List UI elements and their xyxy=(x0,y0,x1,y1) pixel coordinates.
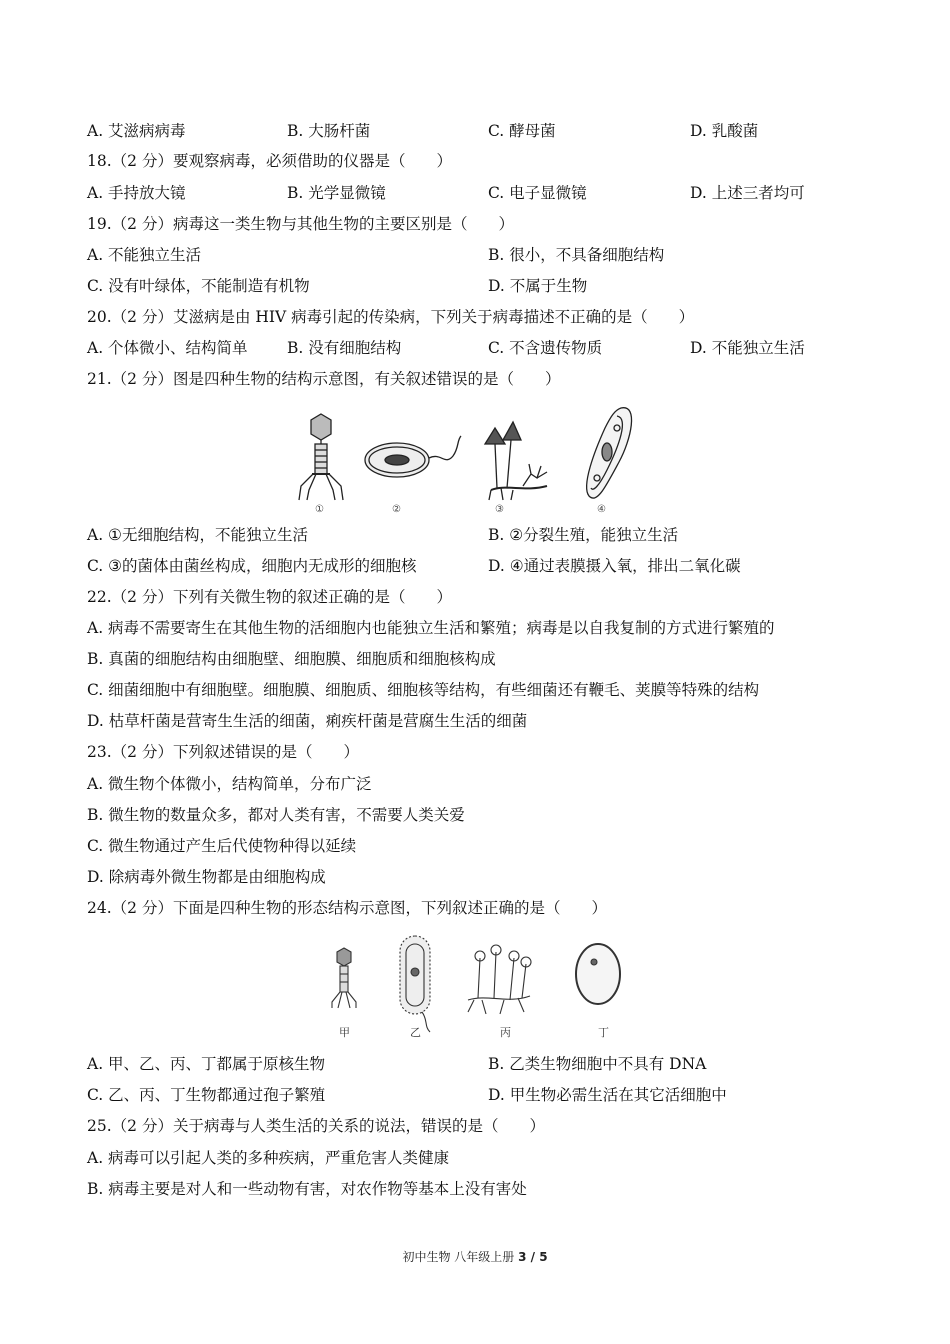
page-footer xyxy=(0,1248,950,1265)
q21-label-3: ③ xyxy=(495,504,504,515)
q18-option-d: D. 上述三者均可 xyxy=(690,184,805,202)
q21-option-c: C. ③的菌体由菌丝构成，细胞内无成形的细胞核 xyxy=(87,557,417,575)
q21-label-4: ④ xyxy=(597,504,606,515)
q24-label-bing: 丙 xyxy=(500,1026,511,1039)
q17-option-c: C. 酵母菌 xyxy=(488,122,556,140)
q24-figure xyxy=(318,928,638,1044)
q19-option-b: B. 很小，不具备细胞结构 xyxy=(488,246,665,264)
bacterium-drawing xyxy=(365,436,461,477)
q23-option-a: A. 微生物个体微小，结构简单，分布广泛 xyxy=(87,775,372,793)
q24-stem: 24.（2 分）下面是四种生物的形态结构示意图，下列叙述正确的是（ ） xyxy=(87,899,607,917)
page-number: 3 / 5 xyxy=(518,1250,548,1264)
q24-option-d: D. 甲生物必需生活在其它活细胞中 xyxy=(488,1086,727,1104)
q21-label-1: ① xyxy=(315,504,324,515)
q20-option-c: C. 不含遗传物质 xyxy=(488,339,603,357)
q21-option-d: D. ④通过表膜摄入氧，排出二氧化碳 xyxy=(488,557,741,575)
bacterium-drawing-yi xyxy=(400,936,430,1032)
q18-option-b: B. 光学显微镜 xyxy=(287,184,386,202)
q24-option-c: C. 乙、丙、丁生物都通过孢子繁殖 xyxy=(87,1086,326,1104)
q21-label-2: ② xyxy=(392,504,401,515)
q17-option-b: B. 大肠杆菌 xyxy=(287,122,371,140)
q22-option-b: B. 真菌的细胞结构由细胞壁、细胞膜、细胞质和细胞核构成 xyxy=(87,650,496,668)
q25-option-a: A. 病毒可以引起人类的多种疾病，严重危害人类健康 xyxy=(87,1149,450,1167)
footer-label: 初中生物 八年级上册 xyxy=(402,1250,515,1264)
q19-stem: 19.（2 分）病毒这一类生物与其他生物的主要区别是（ ） xyxy=(87,215,514,233)
q23-option-c: C. 微生物通过产生后代使物种得以延续 xyxy=(87,837,357,855)
q24-label-jia: 甲 xyxy=(339,1026,350,1039)
q20-option-a: A. 个体微小、结构简单 xyxy=(87,339,248,357)
q23-option-b: B. 微生物的数量众多，都对人类有害，不需要人类关爱 xyxy=(87,806,465,824)
q18-option-a: A. 手持放大镜 xyxy=(87,184,186,202)
mold-drawing xyxy=(485,422,547,500)
q24-option-a: A. 甲、乙、丙、丁都属于原核生物 xyxy=(87,1055,326,1073)
q22-option-d: D. 枯草杆菌是营寄生生活的细菌，痢疾杆菌是营腐生生活的细菌 xyxy=(87,712,528,730)
phage-drawing-jia xyxy=(332,948,356,1008)
q20-option-b: B. 没有细胞结构 xyxy=(287,339,402,357)
q21-figure xyxy=(285,400,665,518)
q24-option-b: B. 乙类生物细胞中不具有 DNA xyxy=(488,1055,707,1073)
q18-stem: 18.（2 分）要观察病毒，必须借助的仪器是（ ） xyxy=(87,152,452,170)
mold-drawing-bing xyxy=(468,945,531,1014)
q19-option-a: A. 不能独立生活 xyxy=(87,246,202,264)
q25-option-b: B. 病毒主要是对人和一些动物有害，对农作物等基本上没有害处 xyxy=(87,1180,527,1198)
q19-option-c: C. 没有叶绿体，不能制造有机物 xyxy=(87,277,310,295)
q17-option-a: A. 艾滋病病毒 xyxy=(87,122,186,140)
q23-stem: 23.（2 分）下列叙述错误的是（ ） xyxy=(87,743,359,761)
q23-option-d: D. 除病毒外微生物都是由细胞构成 xyxy=(87,868,326,886)
q21-stem: 21.（2 分）图是四种生物的结构示意图，有关叙述错误的是（ ） xyxy=(87,370,561,388)
paramecium-drawing xyxy=(587,408,632,498)
yeast-drawing-ding xyxy=(576,944,620,1004)
q20-option-d: D. 不能独立生活 xyxy=(690,339,805,357)
bacteriophage-drawing xyxy=(299,414,343,500)
q22-option-a: A. 病毒不需要寄生在其他生物的活细胞内也能独立生活和繁殖；病毒是以自我复制的方式进行繁殖的 xyxy=(87,619,775,637)
q20-stem: 20.（2 分）艾滋病是由 HIV 病毒引起的传染病，下列关于病毒描述不正确的是（ ） xyxy=(87,308,695,326)
q24-label-ding: 丁 xyxy=(598,1026,609,1039)
q17-option-d: D. 乳酸菌 xyxy=(690,122,759,140)
q18-option-c: C. 电子显微镜 xyxy=(488,184,587,202)
q19-option-d: D. 不属于生物 xyxy=(488,277,588,295)
q21-option-a: A. ①无细胞结构，不能独立生活 xyxy=(87,526,308,544)
q24-label-yi: 乙 xyxy=(410,1026,421,1039)
q22-stem: 22.（2 分）下列有关微生物的叙述正确的是（ ） xyxy=(87,588,452,606)
q22-option-c: C. 细菌细胞中有细胞壁。细胞膜、细胞质、细胞核等结构，有些细菌还有鞭毛、荚膜等特殊的结构 xyxy=(87,681,760,699)
q21-option-b: B. ②分裂生殖，能独立生活 xyxy=(488,526,679,544)
q25-stem: 25.（2 分）关于病毒与人类生活的关系的说法，错误的是（ ） xyxy=(87,1117,545,1135)
